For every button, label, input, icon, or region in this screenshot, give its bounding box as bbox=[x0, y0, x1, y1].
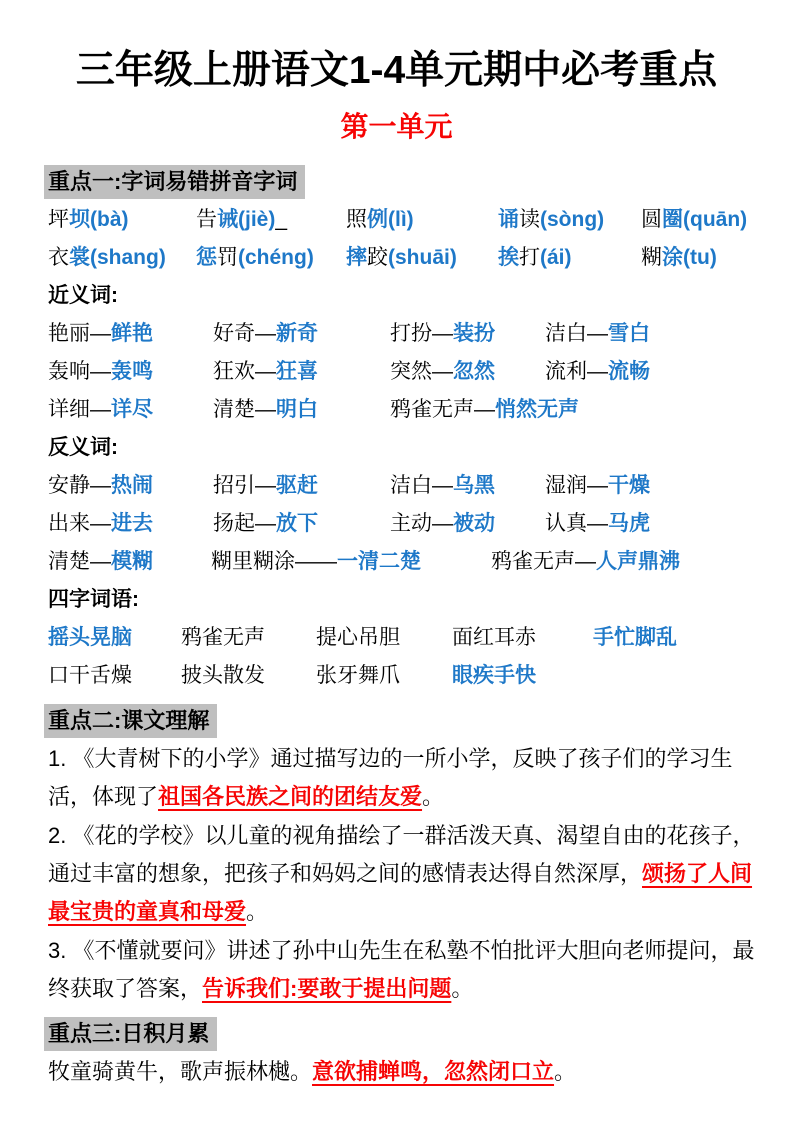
text-segment: 鸦雀无声— bbox=[390, 398, 495, 421]
text-segment: 惩 bbox=[196, 246, 217, 269]
text-segment: _ bbox=[275, 208, 288, 231]
text-segment: 详尽 bbox=[111, 398, 153, 421]
word-cell bbox=[181, 619, 316, 657]
word-cell bbox=[545, 505, 758, 543]
list-subheading: 近义词: bbox=[48, 284, 118, 307]
section-heading-row bbox=[44, 704, 758, 738]
word-cell bbox=[641, 201, 758, 239]
document-header bbox=[0, 46, 793, 146]
text-segment: (chéng) bbox=[238, 246, 314, 269]
text-segment: 鲜艳 bbox=[111, 322, 153, 345]
text-segment: 进去 bbox=[111, 512, 153, 535]
text-segment: 干燥 bbox=[608, 474, 650, 497]
word-cell bbox=[545, 467, 758, 505]
text-segment: 。 bbox=[554, 1059, 577, 1084]
text-segment: 跤 bbox=[367, 246, 388, 269]
word-cell bbox=[213, 505, 390, 543]
word-cell bbox=[498, 239, 641, 277]
word-cell bbox=[48, 315, 213, 353]
text-segment: (ái) bbox=[540, 246, 572, 269]
text-segment: 打扮— bbox=[390, 322, 453, 345]
text-segment: 。 bbox=[246, 899, 269, 924]
text-segment: 眼疾手快 bbox=[452, 664, 536, 687]
paragraph bbox=[48, 1053, 760, 1091]
text-segment: 明白 bbox=[276, 398, 318, 421]
word-cell bbox=[213, 315, 390, 353]
text-segment: 招引— bbox=[213, 474, 276, 497]
word-cell bbox=[181, 657, 316, 695]
text-segment: (shuāi) bbox=[388, 246, 457, 269]
text-segment: 忽然 bbox=[453, 360, 495, 383]
text-segment: 出来— bbox=[48, 512, 111, 535]
page-title: 三年级上册语文1-4单元期中必考重点 bbox=[75, 49, 718, 92]
text-segment: 面红耳赤 bbox=[452, 626, 536, 649]
word-cell bbox=[390, 315, 545, 353]
word-cell bbox=[213, 353, 390, 391]
content bbox=[0, 146, 793, 1091]
word-cell bbox=[48, 201, 196, 239]
text-segment: 圈(quān) bbox=[662, 208, 748, 231]
word-cell bbox=[48, 505, 213, 543]
text-segment: 雪白 bbox=[608, 322, 650, 345]
text-segment: 狂欢— bbox=[213, 360, 276, 383]
paragraph bbox=[48, 740, 760, 816]
text-segment: 圆 bbox=[641, 208, 662, 231]
text-segment: (sòng) bbox=[540, 208, 605, 231]
section-heading-row bbox=[44, 1017, 758, 1051]
text-segment: 告 bbox=[196, 208, 217, 231]
text-segment: 意欲捕蝉鸣，忽然闭口立 bbox=[312, 1059, 555, 1084]
paragraph bbox=[48, 817, 760, 931]
text-segment: 湿润— bbox=[545, 474, 608, 497]
text-segment: 洁白— bbox=[390, 474, 453, 497]
word-cell bbox=[593, 619, 758, 657]
text-segment: 。 bbox=[422, 784, 445, 809]
word-cell bbox=[48, 619, 181, 657]
text-segment: 张牙舞爪 bbox=[316, 664, 400, 687]
text-segment: 1. 《大青树下的小学》通过描写边的一所小学，反映了孩子们的学习生活，体现了 bbox=[48, 746, 733, 809]
list-subheading: 反义词: bbox=[48, 436, 118, 459]
text-segment: 主动— bbox=[390, 512, 453, 535]
word-cell bbox=[316, 657, 452, 695]
text-segment: 裳(shang) bbox=[69, 246, 166, 269]
text-segment: 鸦雀无声 bbox=[181, 626, 265, 649]
text-segment: 马虎 bbox=[608, 512, 650, 535]
text-segment: 轰响— bbox=[48, 360, 111, 383]
text-segment: 诵 bbox=[498, 208, 519, 231]
word-cell bbox=[452, 619, 593, 657]
text-segment: 照 bbox=[346, 208, 367, 231]
text-segment: 流利— bbox=[545, 360, 608, 383]
word-cell bbox=[48, 657, 181, 695]
text-segment: 祖国各民族之间的团结友爱 bbox=[158, 784, 423, 809]
text-segment: 放下 bbox=[276, 512, 318, 535]
word-cell bbox=[346, 239, 498, 277]
text-segment: 2. 《花的学校》以儿童的视角描绘了一群活泼天真、渴望自由的花孩子，通过丰富的想象，把孩子和妈妈之间的感情表达得自然深厚， bbox=[48, 823, 755, 886]
text-segment: 装扮 bbox=[453, 322, 495, 345]
word-cell bbox=[346, 201, 498, 239]
text-segment: 清楚— bbox=[48, 550, 111, 573]
word-cell bbox=[48, 391, 213, 429]
word-row bbox=[48, 467, 758, 505]
text-segment: 提心吊胆 bbox=[316, 626, 400, 649]
text-segment: 挨 bbox=[498, 246, 519, 269]
text-segment: 糊 bbox=[641, 246, 662, 269]
text-segment: 摇头晃脑 bbox=[48, 626, 132, 649]
text-segment: 模糊 bbox=[111, 550, 153, 573]
word-cell bbox=[452, 657, 593, 695]
text-segment: 糊里糊涂—— bbox=[211, 550, 337, 573]
text-segment: 摔 bbox=[346, 246, 367, 269]
text-segment: 坪 bbox=[48, 208, 69, 231]
word-cell bbox=[196, 201, 346, 239]
paragraph bbox=[48, 932, 760, 1008]
word-row bbox=[48, 619, 758, 657]
word-cell bbox=[390, 391, 758, 429]
text-segment: 颂扬了人间最宝贵的童真和母爱 bbox=[48, 861, 753, 924]
text-segment: 安静— bbox=[48, 474, 111, 497]
word-cell bbox=[491, 543, 758, 581]
text-segment: 清楚— bbox=[213, 398, 276, 421]
section-heading-row bbox=[44, 165, 758, 199]
word-cell bbox=[48, 543, 211, 581]
word-cell bbox=[213, 391, 390, 429]
word-cell bbox=[390, 353, 545, 391]
word-cell bbox=[211, 543, 491, 581]
text-segment: 狂喜 bbox=[276, 360, 318, 383]
text-segment: 鸦雀无声— bbox=[491, 550, 596, 573]
unit-subtitle: 第一单元 bbox=[340, 111, 453, 142]
list-subheading: 四字词语: bbox=[48, 588, 139, 611]
text-segment: 热闹 bbox=[111, 474, 153, 497]
word-cell bbox=[390, 467, 545, 505]
text-segment: 口干舌燥 bbox=[48, 664, 132, 687]
word-row bbox=[48, 505, 758, 543]
text-segment: 牧童骑黄牛，歌声振林樾。 bbox=[48, 1059, 313, 1084]
text-segment: 突然— bbox=[390, 360, 453, 383]
word-row bbox=[48, 201, 758, 239]
word-cell bbox=[498, 201, 641, 239]
text-segment: 一清二楚 bbox=[337, 550, 421, 573]
word-cell bbox=[196, 239, 346, 277]
text-segment: 例(lì) bbox=[367, 208, 414, 231]
text-segment: 洁白— bbox=[545, 322, 608, 345]
text-segment: 驱赶 bbox=[276, 474, 318, 497]
word-row bbox=[48, 315, 758, 353]
text-segment: 。 bbox=[451, 976, 474, 1001]
text-segment: 悄然无声 bbox=[495, 398, 579, 421]
text-segment: 涂(tu) bbox=[662, 246, 717, 269]
text-segment: 好奇— bbox=[213, 322, 276, 345]
text-segment: 详细— bbox=[48, 398, 111, 421]
text-segment: 轰鸣 bbox=[111, 360, 153, 383]
text-segment: 读 bbox=[519, 208, 540, 231]
text-segment: 人声鼎沸 bbox=[596, 550, 680, 573]
word-cell bbox=[48, 353, 213, 391]
text-segment: 手忙脚乱 bbox=[593, 626, 677, 649]
text-segment: 艳丽— bbox=[48, 322, 111, 345]
word-cell bbox=[545, 315, 758, 353]
text-segment: 诫(jiè) bbox=[217, 208, 276, 231]
word-cell bbox=[316, 619, 452, 657]
word-row bbox=[48, 657, 758, 695]
text-segment: 认真— bbox=[545, 512, 608, 535]
word-cell bbox=[48, 467, 213, 505]
text-segment: 3. 《不懂就要问》讲述了孙中山先生在私塾不怕批评大胆向老师提问，最终获取了答案， bbox=[48, 938, 755, 1001]
word-row bbox=[48, 353, 758, 391]
text-segment: 乌黑 bbox=[453, 474, 495, 497]
word-cell bbox=[390, 505, 545, 543]
word-row bbox=[48, 239, 758, 277]
text-segment: 坝(bà) bbox=[69, 208, 129, 231]
text-segment: 流畅 bbox=[608, 360, 650, 383]
word-cell bbox=[48, 239, 196, 277]
word-row bbox=[48, 391, 758, 429]
word-cell bbox=[213, 467, 390, 505]
text-segment: 扬起— bbox=[213, 512, 276, 535]
text-segment: 衣 bbox=[48, 246, 69, 269]
text-segment: 罚 bbox=[217, 246, 238, 269]
text-segment: 披头散发 bbox=[181, 664, 265, 687]
text-segment: 打 bbox=[519, 246, 540, 269]
section-heading: 重点一:字词易错拼音字词 bbox=[44, 165, 305, 199]
text-segment: 新奇 bbox=[276, 322, 318, 345]
word-cell bbox=[545, 353, 758, 391]
word-row bbox=[48, 543, 758, 581]
text-segment: 告诉我们:要敢于提出问题 bbox=[202, 976, 452, 1001]
word-cell bbox=[641, 239, 758, 277]
section-heading: 重点三:日积月累 bbox=[44, 1017, 217, 1051]
section-heading: 重点二:课文理解 bbox=[44, 704, 217, 738]
text-segment: 被动 bbox=[453, 512, 495, 535]
